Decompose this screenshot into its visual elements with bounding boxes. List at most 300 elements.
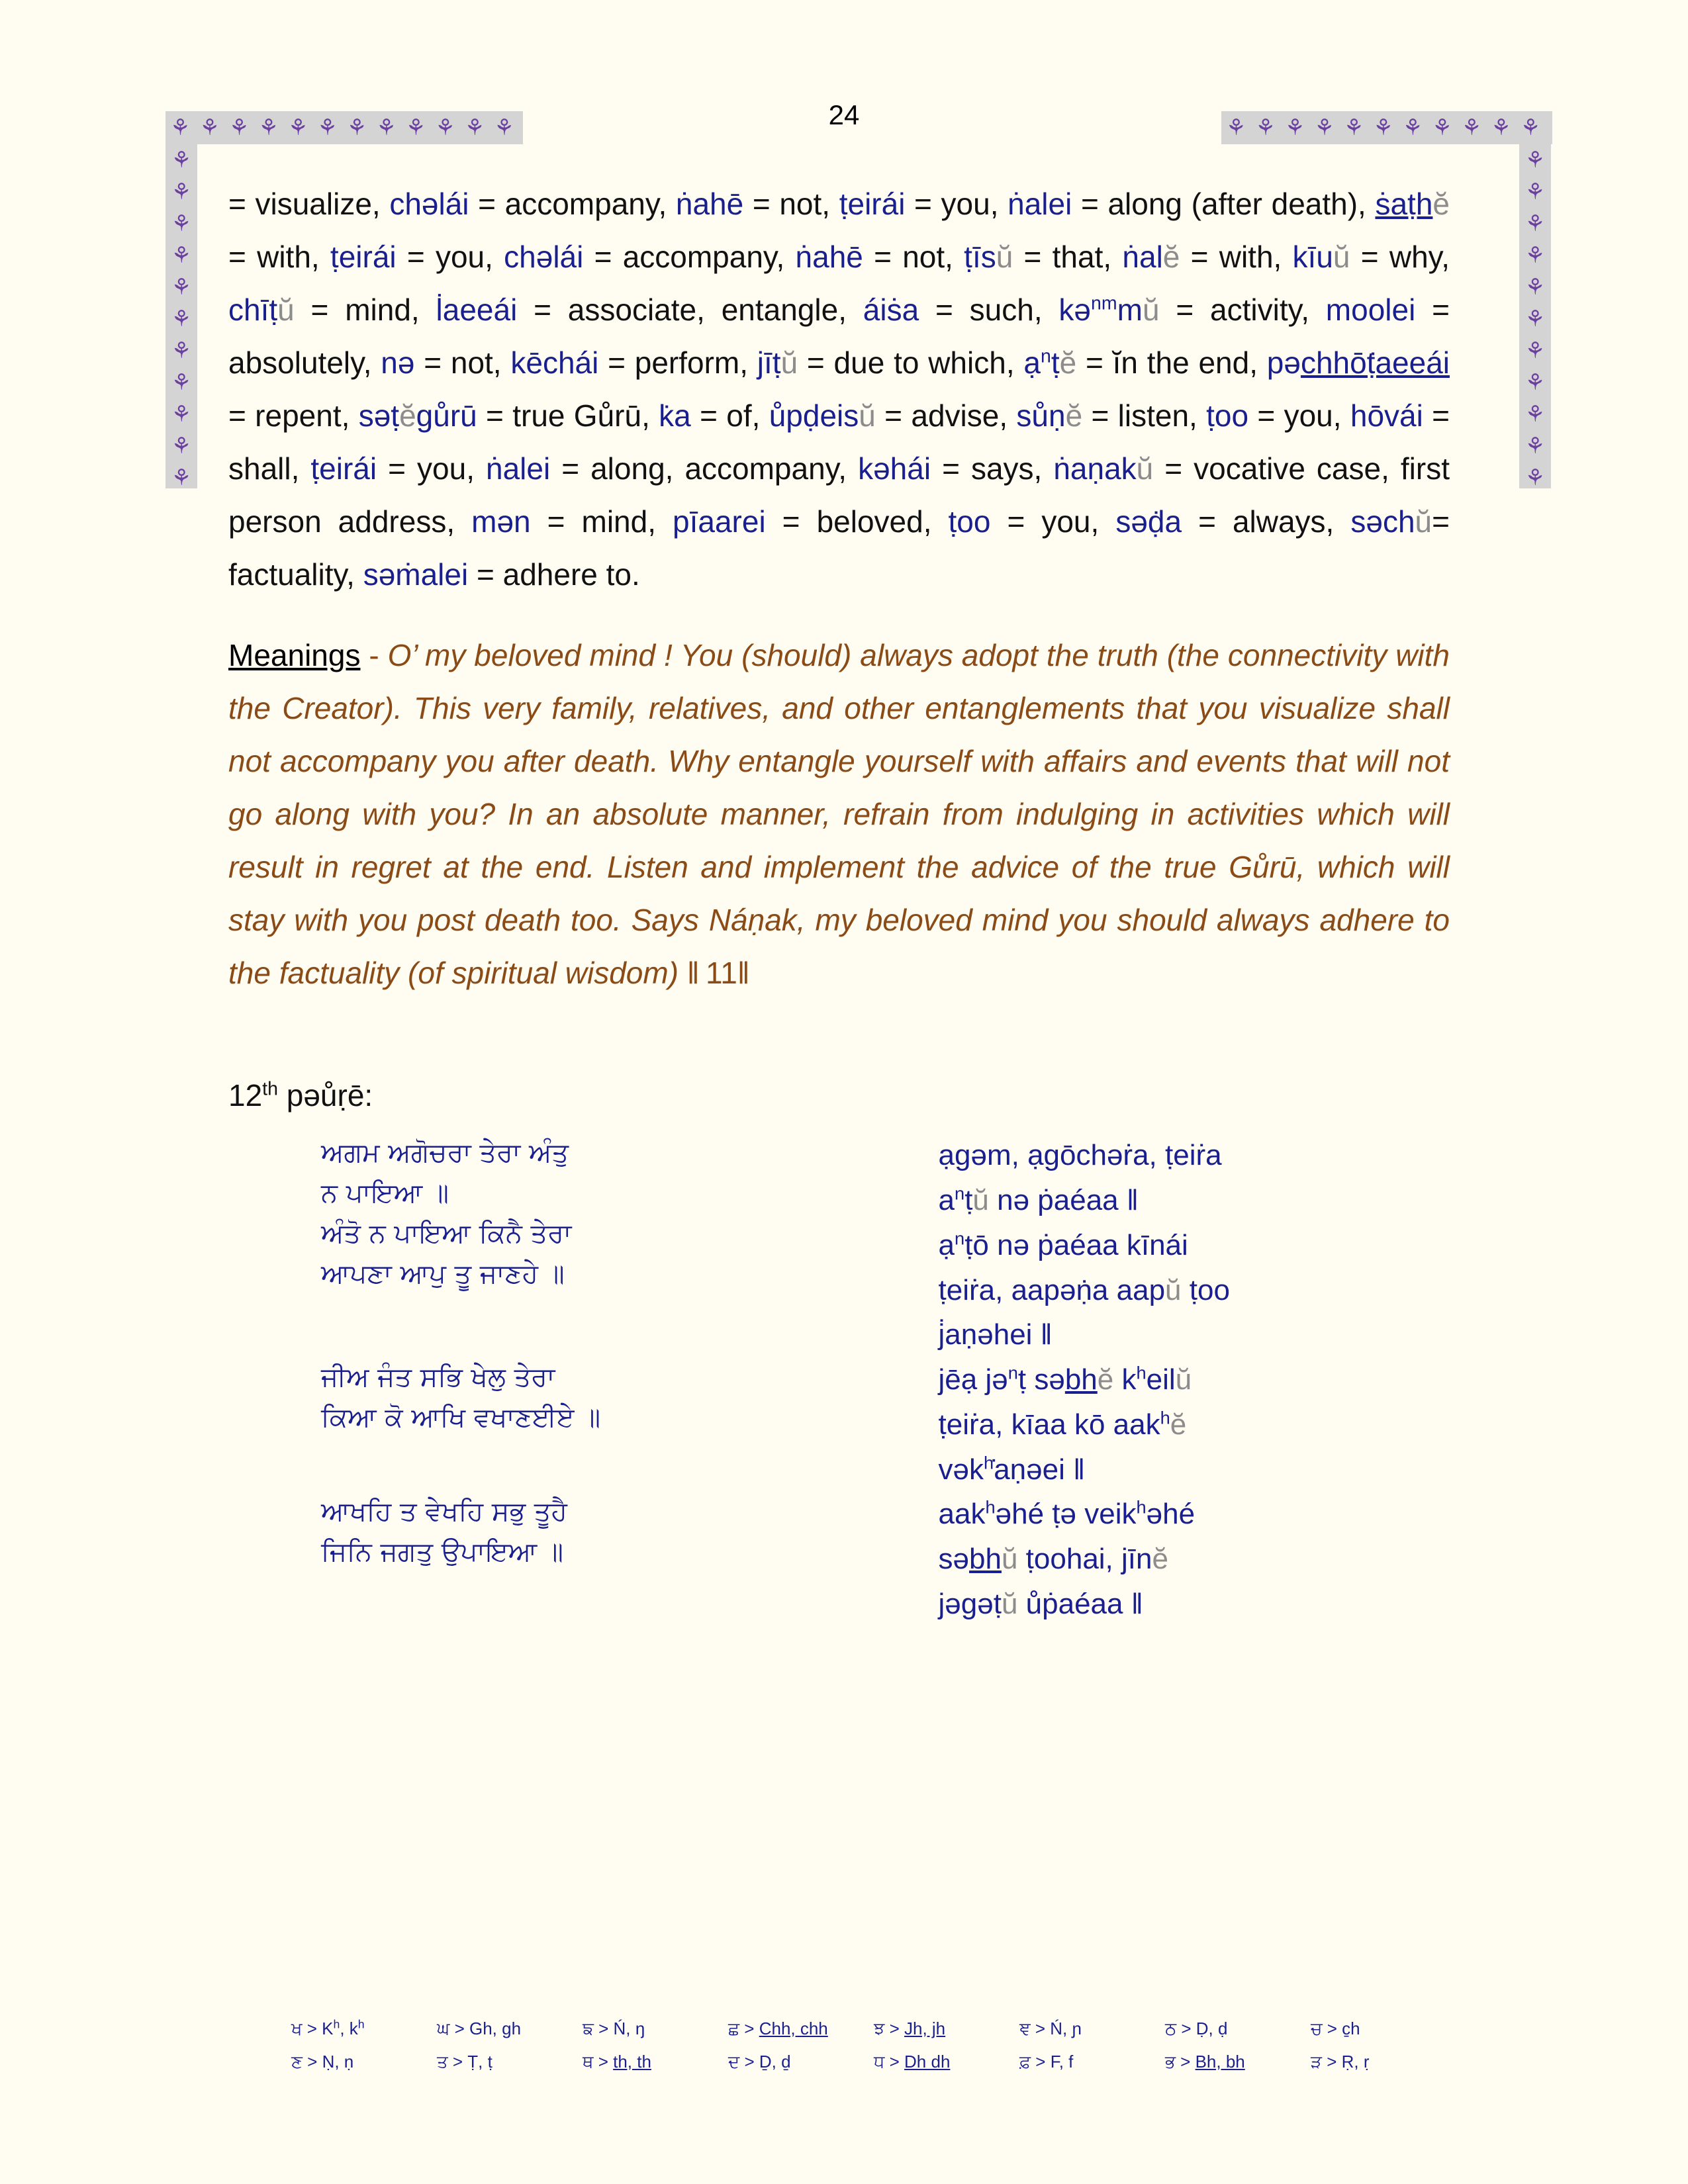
superscript-letter: n — [1008, 1362, 1018, 1383]
superscript-letter: h — [1136, 1496, 1147, 1518]
floral-ornament-icon: ⚘ — [1314, 114, 1335, 141]
gloss-text: = perform, — [598, 345, 757, 381]
transliteration-word: ṭeiṙa, kīaa kō aak — [938, 1408, 1160, 1441]
transliteration-word: k̇a — [659, 398, 691, 433]
legend-mapping — [728, 2019, 874, 2040]
transliteration-stanza — [939, 1492, 1450, 1626]
floral-ornament-icon: ⚘ — [1524, 369, 1546, 396]
transliteration-word: əhé — [1146, 1498, 1196, 1531]
floral-ornament-icon: ⚘ — [1524, 306, 1546, 332]
diacritic-mark: ŭ — [1333, 240, 1350, 275]
legend-gurmukhi-char: ਚ — [1311, 2019, 1323, 2039]
floral-ornament-icon: ⚘ — [1343, 114, 1364, 141]
legend-gurmukhi-char: ਞ — [1019, 2019, 1031, 2039]
transliteration-word: ạgōchəṙa, — [1027, 1139, 1157, 1172]
legend-row — [291, 2052, 1456, 2073]
ornament-border-top-right — [1221, 111, 1552, 144]
legend-mapping — [291, 2052, 437, 2073]
legend-mapping — [1165, 2052, 1311, 2073]
gurmukhi-line: ਜੀਅ ਜੰਤ ਸਭਿ ਖੇਲੁ ਤੇਰਾ — [321, 1362, 555, 1393]
transliteration-word: hōvái — [1350, 398, 1423, 433]
transliteration-word: pīaarei — [673, 504, 766, 539]
transliteration-word: kəhái — [858, 451, 931, 486]
legend-arrow: > — [449, 2019, 469, 2038]
gloss-text: = repent, — [228, 398, 359, 433]
legend-arrow: > — [884, 2052, 905, 2071]
gloss-text: = advise, — [875, 398, 1017, 433]
superscript-letter: h — [984, 1452, 994, 1473]
transliteration-word: səṁalei — [363, 557, 469, 592]
superscript-letter: h — [985, 1496, 996, 1518]
gurmukhi-line: ਅੰਤੋ ਨ ਪਾਇਆ ਕਿਨੈ ਤੇਰਾ — [321, 1218, 572, 1250]
gloss-text: = ĭn the end, — [1076, 345, 1267, 381]
gloss-text: = with, — [228, 240, 330, 275]
transliteration-word: l̇aeeái — [436, 293, 518, 328]
transliteration-word: nə ṗaéaa ‖ — [988, 1184, 1139, 1217]
transliteration-word: kēchái — [510, 345, 599, 381]
transliteration-word: ạ — [938, 1228, 955, 1261]
transliteration-word-underlined: ṡaṭh — [1375, 187, 1433, 221]
transliteration-line — [939, 1223, 1450, 1268]
transliteration-word: ṭīs — [964, 240, 996, 275]
legend-gurmukhi-char: ਛ — [728, 2019, 740, 2039]
gurmukhi-line: ਆਪਣਾ ਆਪੁ ਤੂ ਜਾਣਹੇ ॥ — [321, 1258, 565, 1289]
transliteration-word: ṭeirái — [310, 451, 377, 486]
floral-ornament-icon: ⚘ — [171, 147, 192, 173]
floral-ornament-icon: ⚘ — [1402, 114, 1423, 141]
legend-gurmukhi-char: ਠ — [1165, 2019, 1177, 2039]
superscript-letter: h — [1160, 1407, 1170, 1428]
floral-ornament-icon: ⚘ — [171, 465, 192, 488]
gloss-text: = accompany, — [469, 187, 676, 221]
floral-ornament-icon: ⚘ — [171, 401, 192, 428]
transliteration-word-underlined: bh — [969, 1543, 1002, 1576]
legend-gurmukhi-char: ਤ — [437, 2052, 448, 2072]
floral-ornament-icon: ⚘ — [199, 114, 220, 141]
gloss-text: = beloved, — [765, 504, 949, 539]
transliteration-word: səḍ̇a — [1115, 504, 1182, 539]
diacritic-mark: ŭ — [1001, 1543, 1018, 1576]
legend-latin-equivalent: Ń, ɲ — [1050, 2019, 1082, 2038]
floral-ornament-icon: ⚘ — [317, 114, 338, 141]
legend-arrow: > — [739, 2019, 759, 2038]
diacritic-mark: ŭ — [1165, 1273, 1182, 1306]
floral-ornament-icon: ⚘ — [1524, 274, 1546, 300]
gloss-text — [1019, 1139, 1027, 1171]
transliteration-word: nə ṗaéaa kīnái — [988, 1228, 1188, 1261]
transliteration-word-underlined: chhōṭ̇aeeái — [1300, 345, 1450, 381]
gloss-text: = with, — [1180, 240, 1293, 275]
diacritic-mark: ĕ — [1432, 187, 1450, 221]
transliteration-word: chəlái — [504, 240, 584, 275]
transliteration-line — [939, 1402, 1450, 1447]
gloss-text: = of, — [690, 398, 769, 433]
legend-latin-equivalent: Jh, jh — [904, 2019, 946, 2038]
transliteration-line — [939, 1133, 1450, 1178]
gurmukhi-column — [228, 1133, 879, 1357]
legend-arrow: > — [1030, 2019, 1051, 2038]
transliteration-word: eil — [1146, 1363, 1176, 1396]
floral-ornament-icon: ⚘ — [1226, 114, 1246, 141]
gloss-text: = adhere to. — [468, 557, 640, 592]
legend-row — [291, 2019, 1456, 2040]
superscript-letter: n — [955, 1228, 965, 1249]
legend-mapping — [291, 2019, 437, 2040]
legend-mapping — [1019, 2052, 1165, 2073]
legend-gurmukhi-char: ਣ — [291, 2052, 303, 2072]
transliteration-word: ṭeirái — [839, 187, 906, 221]
verse-row — [228, 1357, 1450, 1492]
diacritic-mark: ŭ — [972, 1184, 989, 1217]
transliteration-word: ṅalei — [486, 451, 551, 486]
floral-ornament-icon: ⚘ — [1524, 465, 1546, 488]
transliteration-word: ṭoohai, — [1017, 1543, 1113, 1576]
floral-ornament-icon: ⚘ — [1524, 210, 1546, 237]
transliteration-line — [939, 1447, 1450, 1492]
gloss-text: = vocative case, first person address, — [228, 451, 1450, 539]
diacritic-mark: ŭ — [1415, 504, 1432, 539]
transliteration-word: nə — [381, 345, 415, 381]
gurmukhi-column — [228, 1492, 879, 1626]
legend-latin-equivalent: Ṛ, ṛ — [1341, 2052, 1370, 2071]
gloss-text: = due to which, — [798, 345, 1024, 381]
transliteration-word: jəgəṭ — [938, 1587, 1002, 1620]
transliteration-word: səṭ — [358, 398, 400, 433]
transliteration-word: jīn — [1113, 1543, 1152, 1576]
transliteration-word: ṭō — [964, 1228, 989, 1261]
floral-ornament-icon: ⚘ — [1432, 114, 1452, 141]
superscript-letter: n — [1040, 345, 1051, 367]
transliteration-line — [939, 1268, 1450, 1313]
gurmukhi-line: ਕਿਆ ਕੋ ਆਖਿ ਵਖਾਣਈਏ ॥ — [321, 1402, 601, 1433]
legend-mapping — [1311, 2019, 1456, 2040]
legend-latin-equivalent: Bh, bh — [1195, 2052, 1245, 2071]
floral-ornament-icon: ⚘ — [1491, 114, 1511, 141]
diacritic-mark: ŭ — [1142, 293, 1160, 328]
floral-ornament-icon: ⚘ — [1520, 114, 1541, 141]
legend-gurmukhi-char: ਫ਼ — [1019, 2052, 1031, 2072]
superscript-letter: h — [1136, 1362, 1147, 1383]
floral-ornament-icon: ⚘ — [1255, 114, 1276, 141]
gurmukhi-line: ਅਗਮ ਅਗੋਚਰਾ ਤੇਰਾ ਅੰਤੁ — [321, 1138, 569, 1169]
transliteration-word: a — [938, 1184, 955, 1217]
legend-arrow: > — [302, 2019, 322, 2038]
transliteration-word: jēạ jə — [938, 1363, 1008, 1396]
gloss-text: = always, — [1182, 504, 1351, 539]
meanings-label: Meanings — [228, 638, 361, 673]
transliteration-word: əhé — [995, 1498, 1045, 1531]
legend-superscript: h — [357, 2017, 365, 2031]
legend-arrow: > — [302, 2052, 322, 2071]
gloss-text: = you, — [377, 451, 486, 486]
gloss-text: = not, — [414, 345, 511, 381]
gurmukhi-column — [228, 1357, 879, 1492]
gloss-text: = not, — [863, 240, 964, 275]
transliteration-word: ạgəm, — [938, 1139, 1019, 1172]
gloss-text: = listen, — [1082, 398, 1207, 433]
legend-latin-equivalent: Ṭ, ṭ — [467, 2052, 492, 2071]
transliteration-word: ṭə veik — [1044, 1498, 1137, 1531]
legend-mapping — [1311, 2052, 1456, 2073]
pauri-number: 12 — [228, 1078, 263, 1113]
legend-latin-equivalent: th, th — [613, 2052, 651, 2071]
legend-gurmukhi-char: ਖ — [291, 2019, 303, 2039]
gloss-text: = along, accompany, — [550, 451, 859, 486]
legend-mapping — [437, 2052, 583, 2073]
transliteration-column — [879, 1492, 1450, 1626]
transliteration-column — [879, 1133, 1450, 1357]
transliteration-word: jīṭ — [757, 345, 781, 381]
transliteration-word: ṭoo — [948, 504, 991, 539]
gurmukhi-line: ਜਿਨਿ ਜਗਤੁ ਉਪਾਇਆ ॥ — [321, 1537, 563, 1568]
gurmukhi-line: ਨ ਪਾਇਆ ॥ — [321, 1178, 449, 1209]
transliteration-word: aak — [938, 1498, 986, 1531]
legend-latin-equivalent: F, f — [1050, 2052, 1074, 2071]
transliteration-word: ṭoo — [1206, 398, 1249, 433]
diacritic-mark: ŭ — [780, 345, 798, 381]
transliteration-word: ṭeiṙa, aapəṇ̇a aap — [938, 1273, 1166, 1306]
legend-latin-equivalent: Ḏ, ḏ — [759, 2052, 791, 2071]
page-number: 24 — [828, 99, 860, 130]
transliteration-column — [879, 1357, 1450, 1492]
gloss-text: = mind, — [530, 504, 673, 539]
diacritic-mark: ĕ — [399, 398, 416, 433]
gloss-text: = associate, entangle, — [517, 293, 863, 328]
gloss-text: = accompany, — [583, 240, 796, 275]
gloss-text: = mind, — [294, 293, 436, 328]
gloss-text: = you, — [1248, 398, 1350, 433]
legend-gurmukhi-char: ਝ — [874, 2019, 885, 2039]
legend-latin-equivalent: Ḍ, ḍ — [1196, 2019, 1228, 2038]
transliteration-word: ṭ — [964, 1184, 973, 1217]
transliteration-legend — [291, 2019, 1456, 2085]
diacritic-mark: ŭ — [859, 398, 876, 433]
legend-arrow: > — [593, 2019, 614, 2038]
legend-gurmukhi-char: ਭ — [1165, 2052, 1176, 2072]
diacritic-mark: ŭ — [1175, 1363, 1192, 1396]
legend-mapping — [874, 2052, 1019, 2073]
gloss-text: = you, — [990, 504, 1116, 539]
transliteration-word: ṭ — [1051, 345, 1060, 381]
transliteration-word: chīṭ — [228, 293, 278, 328]
diacritic-mark: ŭ — [1001, 1587, 1018, 1620]
floral-ornament-icon: ⚘ — [1524, 338, 1546, 364]
transliteration-word: ůṗaéaa ‖ — [1017, 1587, 1143, 1620]
gloss-text: = shall, — [228, 398, 1450, 486]
floral-ornament-icon: ⚘ — [171, 433, 192, 459]
transliteration-word: j̇aṇəhei ‖ — [938, 1318, 1053, 1351]
diacritic-mark: ĕ — [1170, 1408, 1187, 1441]
transliteration-word: ṅalei — [1008, 187, 1072, 221]
diacritic-mark: ĕ — [1059, 345, 1077, 381]
transliteration-word: gůrū — [416, 398, 477, 433]
legend-latin-equivalent: Gh, gh — [469, 2019, 522, 2038]
floral-ornament-icon: ⚘ — [1524, 433, 1546, 459]
floral-ornament-icon: ⚘ — [464, 114, 485, 141]
verse-row — [228, 1492, 1450, 1626]
legend-arrow: > — [1175, 2052, 1196, 2071]
transliteration-word: vək — [938, 1453, 984, 1486]
transliteration-word: chəlái — [389, 187, 469, 221]
gloss-text: = along (after death), — [1072, 187, 1376, 221]
transliteration-word: k — [1113, 1363, 1137, 1396]
transliteration-word: ṅahē — [795, 240, 863, 275]
legend-mapping — [437, 2019, 583, 2040]
floral-ornament-icon: ⚘ — [171, 338, 192, 364]
legend-mapping — [1165, 2019, 1311, 2040]
gloss-text: = absolutely, — [228, 293, 1450, 381]
gloss-text: = such, — [919, 293, 1059, 328]
legend-arrow: > — [1031, 2052, 1051, 2071]
meanings-verse-marker: ‖ 11‖ — [679, 956, 750, 991]
legend-gurmukhi-char: ਘ — [437, 2019, 450, 2039]
floral-ornament-icon: ⚘ — [287, 114, 308, 141]
transliteration-stanza — [939, 1357, 1450, 1492]
legend-mapping — [728, 2052, 874, 2073]
transliteration-word: ạ — [1023, 345, 1041, 381]
floral-ornament-icon: ⚘ — [170, 114, 191, 141]
legend-arrow: > — [593, 2052, 614, 2071]
floral-ornament-icon: ⚘ — [346, 114, 367, 141]
transliteration-word: moolei — [1325, 293, 1416, 328]
gurmukhi-stanza — [321, 1492, 879, 1572]
transliteration-word: pə — [1266, 345, 1301, 381]
transliteration-word: ṭ — [1017, 1363, 1027, 1396]
floral-ornament-icon: ⚘ — [258, 114, 279, 141]
gloss-text: = not, — [743, 187, 839, 221]
legend-gurmukhi-char: ੜ — [1311, 2052, 1322, 2072]
transliteration-line — [939, 1582, 1450, 1627]
legend-latin-equivalent: c̱h — [1342, 2019, 1360, 2038]
verse-row — [228, 1133, 1450, 1357]
floral-ornament-icon: ⚘ — [171, 369, 192, 396]
ornament-border-left — [165, 144, 197, 488]
floral-ornament-icon: ⚘ — [1461, 114, 1482, 141]
transliteration-word: ṅahē — [675, 187, 744, 221]
floral-ornament-icon: ⚘ — [1524, 242, 1546, 269]
diacritic-mark: ŭ — [1136, 451, 1154, 486]
legend-mapping — [583, 2019, 728, 2040]
legend-latin-equivalent: Ṇ, ṇ — [322, 2052, 354, 2071]
legend-mapping — [1019, 2019, 1165, 2040]
diacritic-mark: ĕ — [1065, 398, 1083, 433]
gloss-text: = you, — [396, 240, 504, 275]
transliteration-word: sə — [938, 1543, 970, 1576]
transliteration-word: ṅal — [1122, 240, 1163, 275]
diacritic-mark: ĕ — [1162, 240, 1180, 275]
floral-ornament-icon: ⚘ — [1373, 114, 1393, 141]
transliteration-word: ṅaṇak — [1053, 451, 1137, 486]
transliteration-line — [939, 1178, 1450, 1223]
transliteration-word: kīu — [1292, 240, 1333, 275]
legend-mapping — [583, 2052, 728, 2073]
floral-ornament-icon: ⚘ — [494, 114, 514, 141]
legend-arrow: > — [1322, 2019, 1342, 2038]
transliteration-word: ṭeiṙa — [1165, 1139, 1222, 1172]
transliteration-line — [939, 1537, 1450, 1582]
floral-ornament-icon: ⚘ — [171, 179, 192, 205]
floral-ornament-icon: ⚘ — [405, 114, 426, 141]
gloss-text: = visualize, — [228, 187, 390, 221]
transliteration-line — [939, 1312, 1450, 1357]
gurmukhi-stanza — [321, 1133, 879, 1294]
legend-latin-equivalent: $K^h$, $k^h$ — [322, 2017, 365, 2038]
diacritic-mark: ĕ — [1097, 1363, 1114, 1396]
transliteration-word: kə — [1058, 293, 1092, 328]
transliteration-word: ṭoo — [1181, 1273, 1230, 1306]
ornament-border-right — [1519, 144, 1551, 488]
meanings-dash: - — [360, 638, 388, 673]
page-content — [228, 177, 1450, 1627]
verse-table — [228, 1133, 1450, 1626]
legend-arrow: > — [884, 2019, 904, 2038]
gloss-text: = why, — [1350, 240, 1450, 275]
floral-ornament-icon: ⚘ — [1524, 147, 1546, 173]
legend-latin-equivalent: Chh, chh — [759, 2019, 828, 2038]
legend-gurmukhi-char: ਥ — [583, 2052, 594, 2072]
meanings-text: O’ my beloved mind ! You (should) always adopt the truth (the connectivity with the Creator). This very family, relatives, and other entanglements that you visualize shall not accompany you after death. Why entangle yourself with affairs and events that will not go along with you? In an absolute manner, refrain from indulging in activities which will result in regret at the end. Listen and implement the advice of the true Gůrū, which will stay with you post death too. Says Náṇak, my beloved mind you should always adhere to the factuality (of spiritual wisdom) — [228, 638, 1450, 991]
transliteration-word: sə — [1026, 1363, 1065, 1396]
superscript-letter: n — [955, 1183, 965, 1204]
gloss-text: = you, — [905, 187, 1008, 221]
floral-ornament-icon: ⚘ — [171, 306, 192, 332]
legend-mapping — [874, 2019, 1019, 2040]
floral-ornament-icon: ⚘ — [228, 114, 250, 141]
legend-arrow: > — [447, 2052, 468, 2071]
gloss-text: = that, — [1013, 240, 1123, 275]
legend-arrow: > — [1321, 2052, 1342, 2071]
gloss-text: = factuality, — [228, 504, 1450, 592]
transliteration-word-underlined: bh — [1064, 1363, 1098, 1396]
meanings-block — [228, 629, 1450, 999]
diacritic-mark: ĕ — [1152, 1543, 1168, 1576]
legend-latin-equivalent: Ń, ŋ — [613, 2019, 645, 2038]
superscript-letter: nm — [1091, 293, 1117, 314]
transliteration-word: m — [1117, 293, 1143, 328]
floral-ornament-icon: ⚘ — [435, 114, 455, 141]
floral-ornament-icon: ⚘ — [1524, 401, 1546, 428]
legend-arrow: > — [1176, 2019, 1196, 2038]
legend-gurmukhi-char: ਦ — [728, 2052, 740, 2072]
transliteration-word: səch — [1350, 504, 1415, 539]
legend-superscript: h — [333, 2017, 340, 2031]
transliteration-word: áiṡa — [863, 293, 919, 328]
diacritic-mark: ŭ — [996, 240, 1013, 275]
floral-ornament-icon: ⚘ — [1524, 179, 1546, 205]
transliteration-word: sůṇ — [1016, 398, 1066, 433]
pauri-ordinal: th — [262, 1079, 278, 1101]
gurmukhi-line: ਆਖਹਿ ਤ ਵੇਖਹਿ ਸਭੁ ਤੂਹੈ — [321, 1496, 567, 1527]
legend-latin-equivalent: Dh dh — [904, 2052, 951, 2071]
ornament-border-top-left — [165, 111, 523, 144]
pauri-heading — [228, 1077, 1450, 1113]
transliteration-line — [939, 1492, 1450, 1537]
floral-ornament-icon: ⚘ — [171, 242, 192, 269]
transliteration-word: ůpḍeis — [769, 398, 859, 433]
transliteration-stanza — [939, 1133, 1450, 1357]
transliteration-line — [939, 1357, 1450, 1402]
gloss-text: = activity, — [1159, 293, 1326, 328]
legend-gurmukhi-char: ਧ — [874, 2052, 885, 2072]
floral-ornament-icon: ⚘ — [171, 210, 192, 237]
legend-arrow: > — [739, 2052, 759, 2071]
transliteration-word: ṭeirái — [330, 240, 397, 275]
floral-ornament-icon: ⚘ — [376, 114, 397, 141]
transliteration-word: mən — [471, 504, 531, 539]
floral-ornament-icon: ⚘ — [171, 274, 192, 300]
gloss-text — [1157, 1139, 1165, 1171]
floral-ornament-icon: ⚘ — [1284, 114, 1305, 141]
